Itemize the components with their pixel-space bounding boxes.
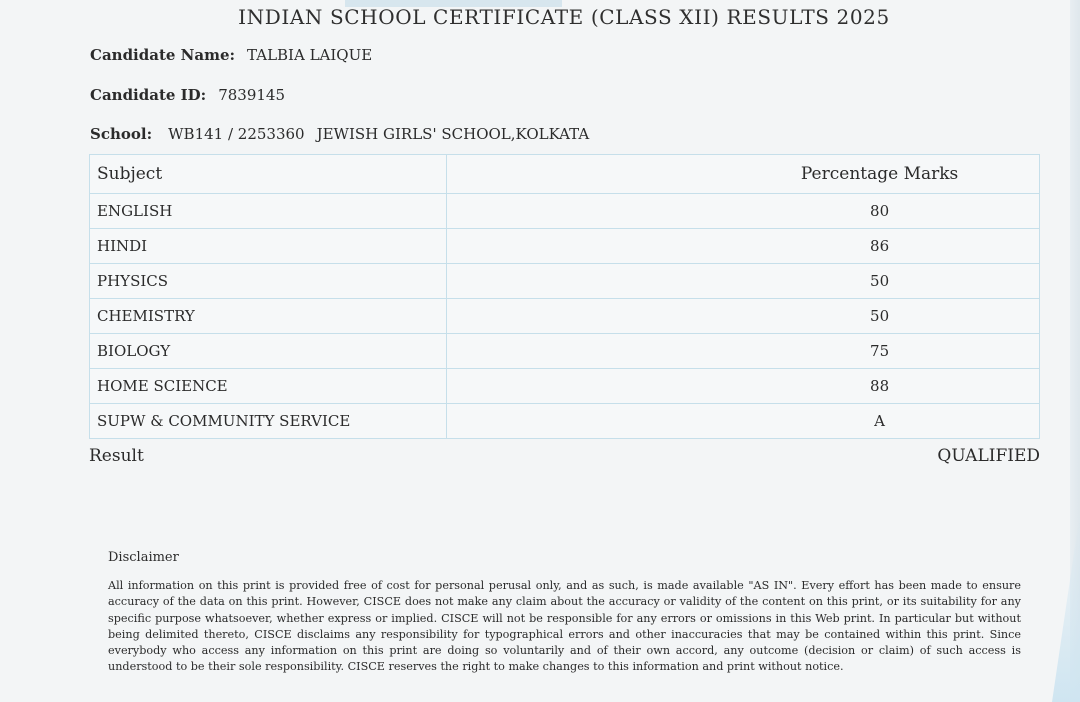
candidate-name-row — [90, 46, 372, 64]
table-row — [90, 264, 1040, 299]
result-value: QUALIFIED — [937, 446, 1040, 466]
page-title: INDIAN SCHOOL CERTIFICATE (CLASS XII) RESULTS 2025 — [238, 5, 890, 29]
table-header-row — [90, 155, 1040, 194]
marks-cell: 50 — [447, 299, 1040, 334]
school-code: WB141 / 2253360 — [168, 125, 305, 143]
marks-table — [89, 154, 1040, 439]
subject-header: Subject — [90, 155, 447, 194]
decorative-slant — [1052, 512, 1080, 702]
subject-cell: CHEMISTRY — [90, 299, 447, 334]
table-row — [90, 404, 1040, 439]
candidate-name-label: Candidate Name: — [90, 46, 236, 64]
candidate-id-value: 7839145 — [218, 86, 286, 104]
marks-cell: 88 — [447, 369, 1040, 404]
result-label: Result — [89, 446, 144, 466]
marks-cell: 50 — [447, 264, 1040, 299]
subject-cell: BIOLOGY — [90, 334, 447, 369]
disclaimer-text: All information on this print is provided free of cost for personal perusal only, and as such, is made available "AS IN". Every effort has been made to ensure accuracy of the data on this print. However, CISCE does not make any claim about the accuracy or validity of the content on this print, or its suitability for any specific purpose whatsoever, whether express or implied. CISCE will not be responsible for any errors or omissions in this Web print. In particular but without being delimited thereto, CISCE disclaims any responsibility for typographical errors and other inaccuracies that may be contained within this print. Since everybody who access any information on this print are doing so voluntarily and of their own accord, any outcome (decision or claim) of such access is understood to be their sole responsibility. CISCE reserves the right to make changes to this information and print without notice. — [108, 579, 1021, 674]
subject-cell: HINDI — [90, 229, 447, 264]
marks-header: Percentage Marks — [447, 155, 1040, 194]
table-row — [90, 369, 1040, 404]
subject-cell: PHYSICS — [90, 264, 447, 299]
marks-cell: 86 — [447, 229, 1040, 264]
table-row — [90, 299, 1040, 334]
subject-cell: SUPW & COMMUNITY SERVICE — [90, 404, 447, 439]
candidate-id-label: Candidate ID: — [90, 86, 207, 104]
school-label: School: — [90, 125, 153, 143]
candidate-name-value: TALBIA LAIQUE — [247, 46, 373, 64]
marks-cell: 75 — [447, 334, 1040, 369]
marks-cell: 80 — [447, 194, 1040, 229]
table-row — [90, 229, 1040, 264]
candidate-id-row — [90, 86, 285, 104]
school-row — [90, 125, 589, 143]
school-name: JEWISH GIRLS' SCHOOL,KOLKATA — [316, 125, 590, 143]
subject-cell: HOME SCIENCE — [90, 369, 447, 404]
disclaimer-title: Disclaimer — [108, 550, 179, 565]
table-row — [90, 194, 1040, 229]
table-row — [90, 334, 1040, 369]
subject-cell: ENGLISH — [90, 194, 447, 229]
marks-cell: A — [447, 404, 1040, 439]
